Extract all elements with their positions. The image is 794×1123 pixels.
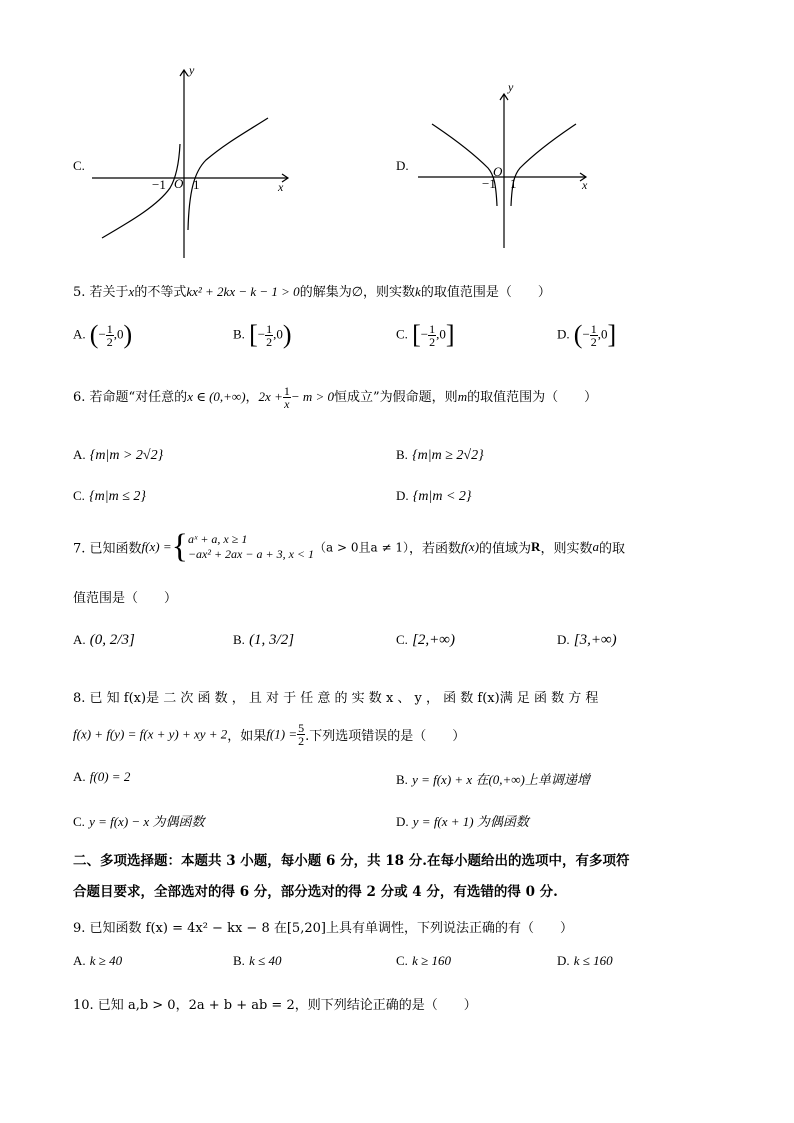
q5-stem: 5. 若关于x的不等式kx² + 2kx − k − 1 > 0的解集为∅，则实数k的取值范围是（ ）	[73, 284, 551, 300]
q5-option-b[interactable]: B. [− $\frac{1}{2}$ ,0)	[233, 320, 292, 349]
q8-option-b[interactable]: B. y = f(x) + x 在(0,+∞)上单调递增	[396, 772, 590, 787]
q9-stem: 9. 已知函数 f(x) = 4x² − kx − 8 在[5,20]上具有单调性，下列说法正确的有（ ）	[73, 921, 573, 936]
graph-d-x-label: x	[582, 178, 588, 192]
q6-option-d[interactable]: D. {m|m < 2}	[396, 488, 472, 504]
graph-c-y-label: y	[189, 63, 195, 77]
q5-option-d[interactable]: D. (− $\frac{1}{2}$ ,0]	[557, 320, 617, 349]
graph-c	[88, 60, 298, 265]
q6-option-c[interactable]: C. {m|m ≤ 2}	[73, 488, 147, 504]
graph-c-tick-pos: 1	[193, 177, 200, 192]
q7-option-c[interactable]: C. [2,+∞)	[396, 632, 455, 648]
q9-option-b[interactable]: B. k ≤ 40	[233, 953, 282, 968]
q7-option-d[interactable]: D. [3,+∞)	[557, 632, 617, 648]
graph-c-tick-neg: −1	[152, 177, 166, 192]
q7-stem-line2: 值范围是（ ）	[73, 591, 178, 606]
graph-d	[416, 80, 596, 250]
q8-stem-line1: 8. 已 知 f(x)是 二 次 函 数 ， 且 对 于 任 意 的 实 数 x 、 y ， 函 数 f(x)满 足 函 数 方 程	[73, 691, 599, 706]
graph-d-tick-pos: 1	[510, 176, 517, 191]
q7-option-a[interactable]: A. (0, 2/3]	[73, 632, 135, 648]
q10-stem: 10. 已知 a,b > 0，2a + b + ab = 2，则下列结论正确的是（ ）	[73, 998, 477, 1013]
q6-option-a[interactable]: A. {m|m > 2√2}	[73, 447, 164, 463]
q5-option-a[interactable]: A. (− $\frac{1}{2}$ ,0)	[73, 320, 133, 349]
graph-d-origin: O	[493, 164, 503, 179]
q8-stem-line2: f(x) + f(y) = f(x + y) + xy + 2，如果f(1) = $\frac{5}{2}$ .下列选项错误的是（ ）	[73, 721, 466, 748]
q8-option-a[interactable]: A. f(0) = 2	[73, 769, 131, 784]
q5-option-c[interactable]: C. [− $\frac{1}{2}$ ,0]	[396, 320, 455, 349]
q7-stem: 7. 已知函数f(x) ={ aˣ + a, x ≥ 1 −ax² + 2ax − a + 3, x < 1 （a > 0且a ≠ 1），若函数f(x)的值域为R，则实数a的取	[73, 528, 625, 565]
q9-option-a[interactable]: A. k ≥ 40	[73, 953, 123, 968]
q6-option-b[interactable]: B. {m|m ≥ 2√2}	[396, 447, 484, 463]
section2-heading-line1: 二、多项选择题：本题共 3 小题，每小题 6 分，共 18 分.在每小题给出的选项中，有多项符	[73, 853, 630, 869]
q8-option-c[interactable]: C. y = f(x) − x 为偶函数	[73, 814, 205, 829]
option-d-label: D.	[396, 158, 409, 173]
q6-stem: 6. 若命题“对任意的x ∈ (0,+∞)，2x + $\frac{1}{x}$ − m > 0恒成立”为假命题，则m的取值范围为（ ）	[73, 384, 598, 411]
graph-c-x-label: x	[278, 180, 284, 194]
graph-c-origin: O	[174, 176, 184, 191]
graph-d-y-label: y	[508, 80, 514, 94]
graph-d-tick-neg: −1	[482, 176, 496, 191]
q9-option-c[interactable]: C. k ≥ 160	[396, 953, 451, 968]
q8-option-d[interactable]: D. y = f(x + 1) 为偶函数	[396, 814, 529, 829]
option-c-label: C.	[73, 158, 85, 173]
q9-option-d[interactable]: D. k ≤ 160	[557, 953, 613, 968]
q7-option-b[interactable]: B. (1, 3/2]	[233, 632, 295, 648]
section2-heading-line2: 合题目要求，全部选对的得 6 分，部分选对的得 2 分或 4 分，有选错的得 0 分.	[73, 884, 558, 900]
